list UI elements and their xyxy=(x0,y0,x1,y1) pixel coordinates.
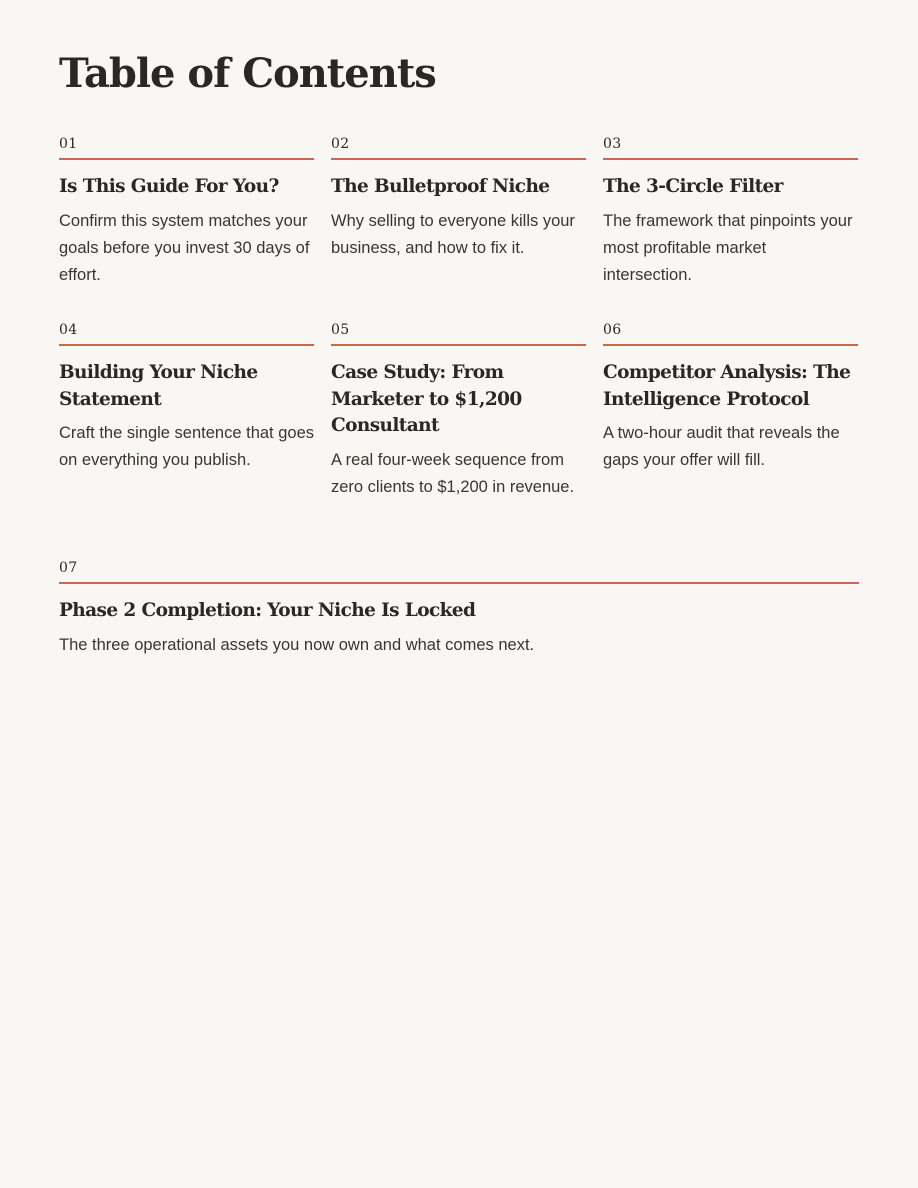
entry-heading: Case Study: From Marketer to $1,200 Consultant xyxy=(331,362,522,436)
toc-entry-01[interactable] xyxy=(59,132,314,318)
entry-number: 05 xyxy=(331,322,350,338)
entry-description: A two-hour audit that reveals the gaps your offer will fill. xyxy=(603,424,840,469)
entry-heading: Phase 2 Completion: Your Niche Is Locked xyxy=(59,600,476,621)
entry-description: A real four-week sequence from zero clients to $1,200 in revenue. xyxy=(331,450,575,496)
entry-number: 02 xyxy=(331,136,350,152)
entry-divider xyxy=(603,158,858,160)
toc-entry-05[interactable] xyxy=(331,318,586,556)
entry-divider xyxy=(59,582,859,584)
entry-description: Confirm this system matches your goals before you invest 30 days of effort. xyxy=(59,211,310,284)
entry-divider xyxy=(331,158,586,160)
toc-entry-02[interactable] xyxy=(331,132,586,318)
entry-number: 03 xyxy=(603,136,622,152)
entry-heading: The 3-Circle Filter xyxy=(603,176,783,197)
entry-divider xyxy=(59,158,314,160)
entry-number: 06 xyxy=(603,322,622,338)
entry-heading: The Bulletproof Niche xyxy=(331,176,550,197)
entry-heading: Competitor Analysis: The Intelligence Protocol xyxy=(603,362,851,410)
entry-description: Why selling to everyone kills your business, and how to fix it. xyxy=(331,211,575,257)
entry-divider xyxy=(603,344,858,346)
toc-grid xyxy=(59,132,859,659)
entry-number: 04 xyxy=(59,322,78,338)
entry-number: 07 xyxy=(59,560,78,576)
toc-entry-03[interactable] xyxy=(603,132,858,318)
toc-entry-06[interactable] xyxy=(603,318,858,556)
entry-description: Craft the single sentence that goes on everything you publish. xyxy=(59,424,314,469)
entry-description: The three operational assets you now own and what comes next. xyxy=(59,635,535,654)
toc-entry-07[interactable] xyxy=(59,556,859,659)
entry-heading: Building Your Niche Statement xyxy=(59,362,258,410)
entry-divider xyxy=(331,344,586,346)
toc-entry-04[interactable] xyxy=(59,318,314,556)
entry-heading: Is This Guide For You? xyxy=(59,176,279,197)
entry-description: The framework that pinpoints your most profitable market intersection. xyxy=(603,211,853,284)
entry-number: 01 xyxy=(59,136,78,152)
page-title: Table of Contents xyxy=(59,50,436,97)
entry-divider xyxy=(59,344,314,346)
